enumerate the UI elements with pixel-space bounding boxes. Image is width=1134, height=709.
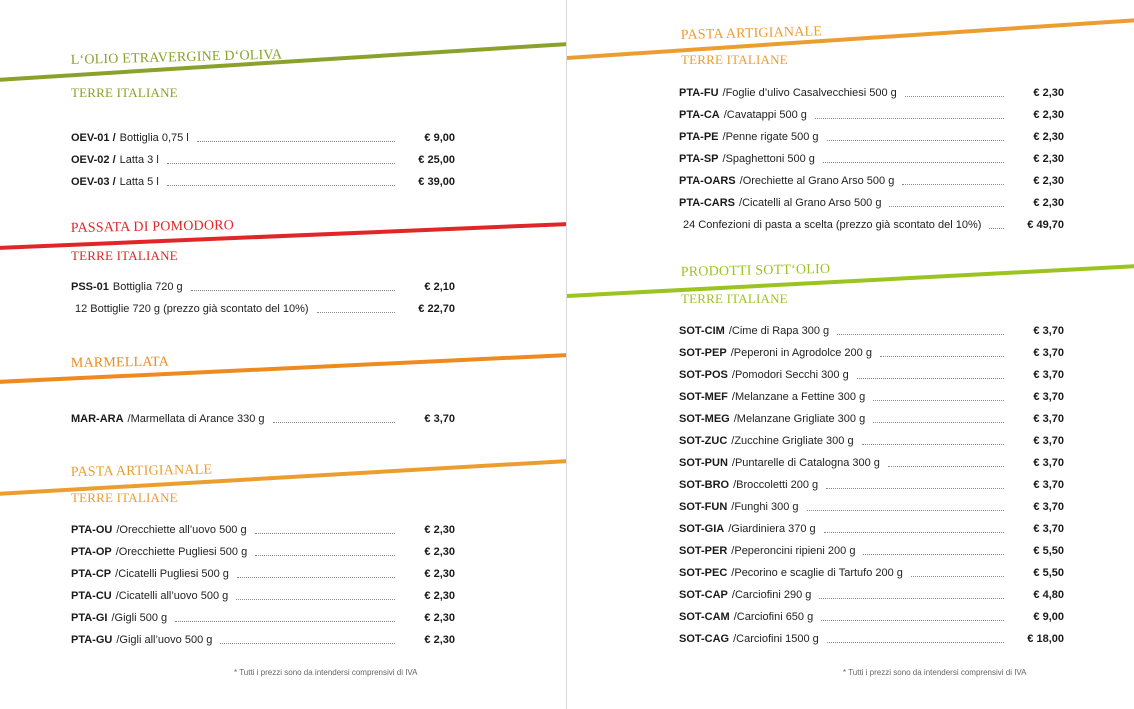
- product-price: € 39,00: [418, 176, 455, 188]
- product-description: /Peperoni in Agrodolce 200 g: [730, 347, 872, 359]
- product-price: € 5,50: [1033, 545, 1064, 557]
- product-description: Latta 3 l: [119, 154, 159, 166]
- right-page: [567, 0, 1134, 709]
- dotted-leader: [905, 95, 1004, 97]
- list-item: [679, 628, 1064, 650]
- product-price: € 9,00: [1033, 611, 1064, 623]
- list-item: [679, 584, 1064, 606]
- list-item: [679, 430, 1064, 452]
- product-code: SOT-ZUC: [679, 435, 728, 447]
- dotted-leader: [826, 487, 1004, 489]
- list-item: [679, 82, 1064, 104]
- dotted-leader: [807, 509, 1004, 511]
- product-code: SOT-PER: [679, 545, 728, 557]
- list-item: [71, 127, 455, 149]
- product-description: /Cime di Rapa 300 g: [728, 325, 830, 337]
- list-item: [71, 276, 455, 298]
- list-item: [679, 192, 1064, 214]
- product-code: SOT-CAP: [679, 589, 728, 601]
- list-item: [679, 496, 1064, 518]
- pasta-subheading: TERRE ITALIANE: [71, 490, 178, 505]
- product-description: /Cicatelli all’uovo 500 g: [115, 590, 229, 602]
- product-description: /Carciofini 1500 g: [733, 633, 819, 645]
- product-description: 24 Confezioni di pasta a scelta (prezzo già scontato del 10%): [683, 219, 982, 231]
- dotted-leader: [827, 139, 1004, 141]
- product-price: € 2,30: [424, 546, 455, 558]
- product-price: € 3,70: [1033, 413, 1064, 425]
- product-price: € 3,70: [1033, 369, 1064, 381]
- product-price: € 49,70: [1027, 219, 1064, 231]
- list-item: [679, 342, 1064, 364]
- dotted-leader: [888, 465, 1004, 467]
- passata-list: [71, 276, 455, 320]
- product-code: OEV-01 /: [71, 132, 116, 144]
- list-item: [679, 104, 1064, 126]
- passata-subheading: TERRE ITALIANE: [71, 248, 178, 263]
- dotted-leader: [237, 576, 395, 578]
- list-item: [679, 386, 1064, 408]
- product-description: /Melanzane Grigliate 300 g: [733, 413, 866, 425]
- product-code: PTA-CU: [71, 590, 112, 602]
- pasta-list: [71, 519, 455, 651]
- passata-heading: PASSATA DI POMODORO: [70, 218, 235, 237]
- list-item: [679, 364, 1064, 386]
- product-description: /Penne rigate 500 g: [722, 131, 819, 143]
- list-item: [71, 585, 455, 607]
- dotted-leader: [880, 355, 1004, 357]
- product-price: € 4,80: [1033, 589, 1064, 601]
- product-code: SOT-CIM: [679, 325, 725, 337]
- list-item: [71, 607, 455, 629]
- olio-subheading: TERRE ITALIANE: [71, 85, 178, 100]
- dotted-leader: [902, 183, 1004, 185]
- product-code: MAR-ARA: [71, 413, 124, 425]
- product-description: /Funghi 300 g: [731, 501, 799, 513]
- dotted-leader: [873, 399, 1004, 401]
- product-code: PTA-OU: [71, 524, 113, 536]
- product-price: € 3,70: [1033, 457, 1064, 469]
- product-description: /Marmellata di Arance 330 g: [127, 413, 265, 425]
- product-code: SOT-GIA: [679, 523, 725, 535]
- list-item: [71, 563, 455, 585]
- product-description: /Cicatelli Pugliesi 500 g: [115, 568, 229, 580]
- list-item: [71, 298, 455, 320]
- sottolio-color-band: [567, 261, 1134, 298]
- dotted-leader: [827, 641, 1004, 643]
- olio-heading: L‘OLIO ETRAVERGINE D‘OLIVA: [70, 47, 283, 69]
- dotted-leader: [273, 421, 395, 423]
- product-code: SOT-BRO: [679, 479, 730, 491]
- product-description: /Cavatappi 500 g: [723, 109, 807, 121]
- product-description: /Cicatelli al Grano Arso 500 g: [739, 197, 882, 209]
- vat-note: * Tutti i prezzi sono da intendersi comprensivi di IVA: [843, 668, 1027, 677]
- product-description: /Orecchiette all’uovo 500 g: [116, 524, 247, 536]
- dotted-leader: [824, 531, 1004, 533]
- product-price: € 3,70: [1033, 479, 1064, 491]
- product-code: SOT-PEP: [679, 347, 727, 359]
- product-price: € 2,30: [1033, 131, 1064, 143]
- product-code: SOT-FUN: [679, 501, 728, 513]
- product-price: € 3,70: [424, 413, 455, 425]
- product-description: Bottiglia 0,75 l: [119, 132, 189, 144]
- pasta-list: [679, 82, 1064, 236]
- pasta-heading: PASTA ARTIGIANALE: [680, 24, 823, 44]
- product-code: SOT-PUN: [679, 457, 728, 469]
- product-description: /Giardiniera 370 g: [728, 523, 816, 535]
- list-item: [679, 126, 1064, 148]
- product-price: € 2,30: [424, 568, 455, 580]
- list-item: [679, 452, 1064, 474]
- product-description: /Broccoletti 200 g: [733, 479, 819, 491]
- marmellata-heading: MARMELLATA: [70, 354, 170, 372]
- product-price: € 9,00: [424, 132, 455, 144]
- product-description: 12 Bottiglie 720 g (prezzo già scontato del 10%): [75, 303, 309, 315]
- pasta-subheading: TERRE ITALIANE: [681, 52, 788, 67]
- product-price: € 3,70: [1033, 501, 1064, 513]
- product-price: € 5,50: [1033, 567, 1064, 579]
- product-description: /Pecorino e scaglie di Tartufo 200 g: [731, 567, 903, 579]
- product-code: PTA-GU: [71, 634, 113, 646]
- product-price: € 2,30: [424, 634, 455, 646]
- dotted-leader: [191, 289, 395, 291]
- pasta-color-band: [567, 18, 1134, 60]
- product-description: /Foglie d’ulivo Casalvecchiesi 500 g: [722, 87, 897, 99]
- dotted-leader: [863, 553, 1004, 555]
- product-description: /Pomodori Secchi 300 g: [731, 369, 849, 381]
- product-price: € 3,70: [1033, 523, 1064, 535]
- product-description: /Carciofini 650 g: [733, 611, 814, 623]
- product-description: /Puntarelle di Catalogna 300 g: [731, 457, 880, 469]
- dotted-leader: [175, 620, 395, 622]
- product-description: /Gigli 500 g: [111, 612, 168, 624]
- product-code: OEV-03 /: [71, 176, 116, 188]
- product-price: € 3,70: [1033, 391, 1064, 403]
- olio-list: [71, 127, 455, 193]
- list-item: [71, 171, 455, 193]
- list-item: [679, 606, 1064, 628]
- list-item: [679, 148, 1064, 170]
- dotted-leader: [857, 377, 1004, 379]
- dotted-leader: [821, 619, 1004, 621]
- product-price: € 2,30: [1033, 197, 1064, 209]
- product-price: € 3,70: [1033, 435, 1064, 447]
- dotted-leader: [837, 333, 1004, 335]
- product-price: € 3,70: [1033, 325, 1064, 337]
- product-description: /Spaghettoni 500 g: [722, 153, 815, 165]
- product-price: € 2,10: [424, 281, 455, 293]
- product-description: /Orechiette al Grano Arso 500 g: [739, 175, 895, 187]
- vat-note: * Tutti i prezzi sono da intendersi comprensivi di IVA: [234, 668, 418, 677]
- dotted-leader: [862, 443, 1004, 445]
- dotted-leader: [167, 162, 395, 164]
- product-code: PTA-FU: [679, 87, 719, 99]
- dotted-leader: [889, 205, 1004, 207]
- product-price: € 2,30: [1033, 153, 1064, 165]
- product-description: /Melanzane a Fettine 300 g: [731, 391, 866, 403]
- dotted-leader: [220, 642, 395, 644]
- product-description: Latta 5 l: [119, 176, 159, 188]
- dotted-leader: [823, 161, 1004, 163]
- sottolio-subheading: TERRE ITALIANE: [681, 291, 788, 306]
- list-item: [679, 540, 1064, 562]
- product-price: € 2,30: [424, 590, 455, 602]
- product-price: € 2,30: [1033, 87, 1064, 99]
- product-price: € 3,70: [1033, 347, 1064, 359]
- list-item: [679, 408, 1064, 430]
- product-description: /Carciofini 290 g: [731, 589, 812, 601]
- product-code: PTA-OP: [71, 546, 112, 558]
- product-description: /Orecchiette Pugliesi 500 g: [115, 546, 248, 558]
- product-code: PTA-CP: [71, 568, 112, 580]
- list-item: [71, 519, 455, 541]
- product-code: PTA-GI: [71, 612, 108, 624]
- product-description: Bottiglia 720 g: [112, 281, 183, 293]
- product-code: PTA-SP: [679, 153, 719, 165]
- product-code: PTA-PE: [679, 131, 719, 143]
- product-code: SOT-PEC: [679, 567, 728, 579]
- product-code: OEV-02 /: [71, 154, 116, 166]
- product-price: € 2,30: [1033, 109, 1064, 121]
- product-code: SOT-MEG: [679, 413, 730, 425]
- product-price: € 2,30: [424, 612, 455, 624]
- product-code: PTA-CARS: [679, 197, 736, 209]
- dotted-leader: [255, 532, 395, 534]
- sottolio-list: [679, 320, 1064, 650]
- product-code: SOT-POS: [679, 369, 728, 381]
- dotted-leader: [236, 598, 395, 600]
- list-item: [71, 149, 455, 171]
- product-price: € 2,30: [1033, 175, 1064, 187]
- product-code: PTA-CA: [679, 109, 720, 121]
- product-price: € 25,00: [418, 154, 455, 166]
- product-description: /Zucchine Grigliate 300 g: [731, 435, 854, 447]
- product-description: /Gigli all’uovo 500 g: [116, 634, 213, 646]
- list-item: [71, 541, 455, 563]
- product-price: € 2,30: [424, 524, 455, 536]
- list-item: [71, 629, 455, 651]
- list-item: [679, 474, 1064, 496]
- pasta-heading: PASTA ARTIGIANALE: [70, 462, 213, 481]
- list-item: [679, 320, 1064, 342]
- marmellata-list: [71, 408, 455, 430]
- product-code: PTA-OARS: [679, 175, 736, 187]
- list-item: [679, 518, 1064, 540]
- dotted-leader: [317, 311, 395, 313]
- product-description: /Peperoncini ripieni 200 g: [731, 545, 856, 557]
- dotted-leader: [255, 554, 395, 556]
- list-item: [679, 562, 1064, 584]
- product-code: SOT-MEF: [679, 391, 728, 403]
- list-item: [679, 170, 1064, 192]
- dotted-leader: [197, 140, 395, 142]
- product-code: SOT-CAG: [679, 633, 730, 645]
- product-price: € 18,00: [1027, 633, 1064, 645]
- dotted-leader: [911, 575, 1004, 577]
- list-item: [71, 408, 455, 430]
- list-item: [679, 214, 1064, 236]
- product-code: SOT-CAM: [679, 611, 730, 623]
- dotted-leader: [167, 184, 395, 186]
- dotted-leader: [989, 227, 1004, 229]
- dotted-leader: [815, 117, 1004, 119]
- sottolio-heading: PRODOTTI SOTT‘OLIO: [680, 261, 831, 281]
- product-price: € 22,70: [418, 303, 455, 315]
- dotted-leader: [819, 597, 1004, 599]
- dotted-leader: [873, 421, 1004, 423]
- product-code: PSS-01: [71, 281, 109, 293]
